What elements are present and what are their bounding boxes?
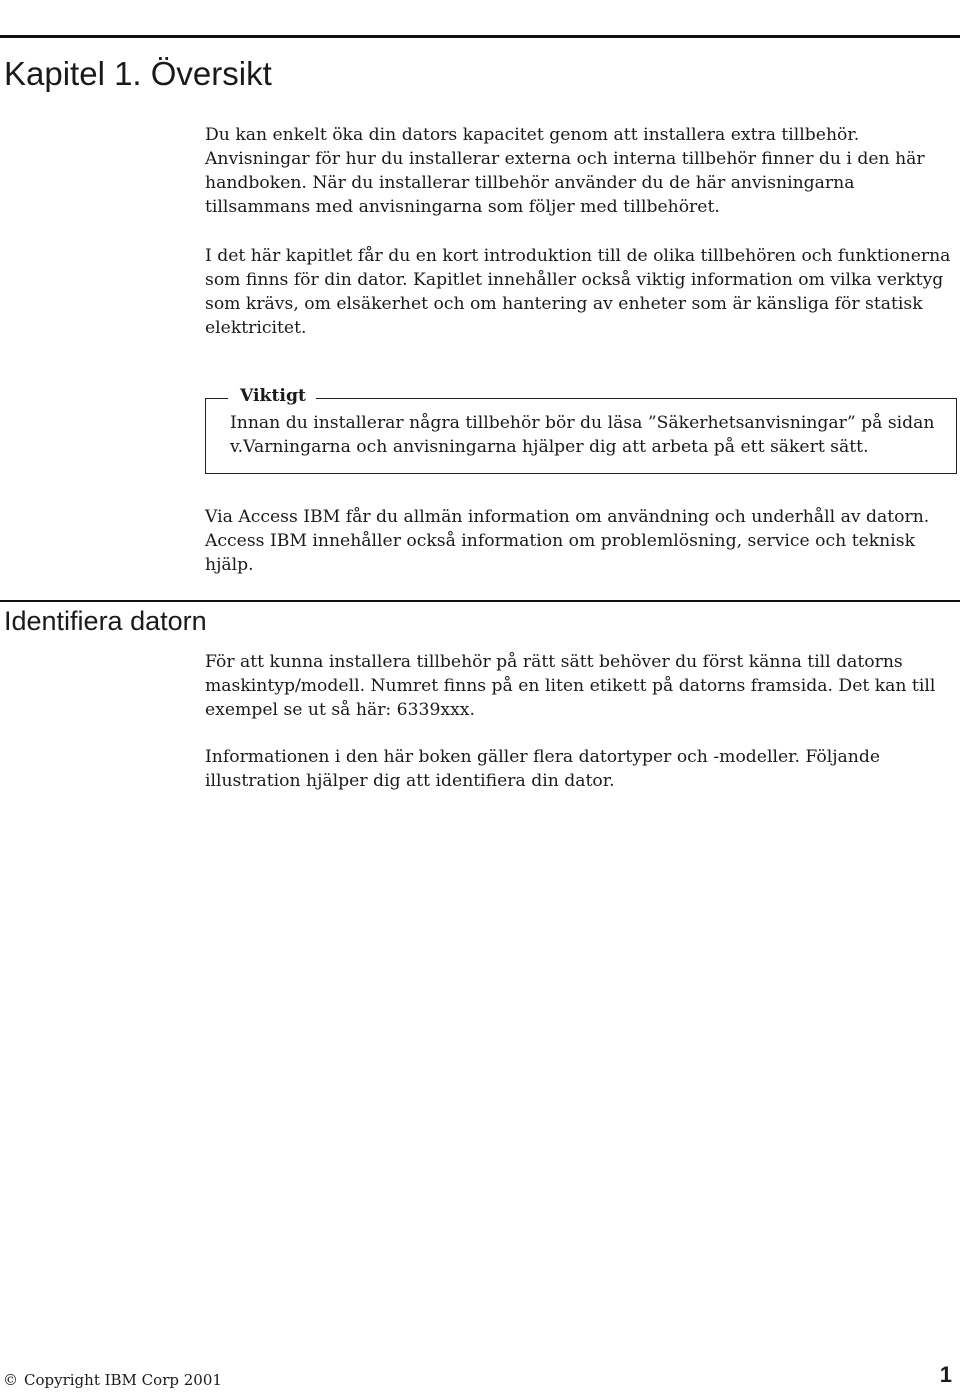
page-number: 1 <box>939 1362 952 1387</box>
chapter-top-rule <box>0 35 960 38</box>
copyright-text: Copyright IBM Corp 2001 <box>24 1371 222 1389</box>
notice-title: Viktigt <box>228 384 316 408</box>
important-notice-box <box>205 386 957 474</box>
section-title: Identifiera datorn <box>4 606 207 636</box>
footer-copyright <box>3 1368 222 1392</box>
chapter-title: Kapitel 1. Översikt <box>4 55 272 92</box>
identify-paragraph-1: För att kunna installera tillbehör på rätt sätt behöver du först känna till datorns maskintyp/modell. Numret finns på en liten etikett på datorns framsida. Det kan till exempel se ut så här: 6339xxx. <box>205 652 936 720</box>
access-ibm-paragraph: Via Access IBM får du allmän information om användning och underhåll av datorn. Access IBM innehåller också information om problemlösning, service och teknisk hjälp. <box>205 507 930 575</box>
copyright-icon: © <box>3 1371 18 1389</box>
intro-paragraph-1: Du kan enkelt öka din dators kapacitet genom att installera extra tillbehör. Anvisningar för hur du installerar externa och interna tillbehör finner du i den här handboken. När du installerar tillbehör använder du de här anvisningarna tillsammans med anvisningarna som följer med tillbehöret. <box>205 125 925 217</box>
intro-paragraph-2: I det här kapitlet får du en kort introduktion till de olika tillbehören och funktionerna som finns för din dator. Kapitlet innehåller också viktig information om vilka verktyg som krävs, om elsäkerhet och om hantering av enheter som är känsliga för statisk elektricitet. <box>205 246 951 338</box>
notice-text: Innan du installerar några tillbehör bör du läsa ”Säkerhetsanvisningar” på sidan v.Varningarna och anvisningarna hjälper dig att arbeta på ett säkert sätt. <box>230 413 935 457</box>
section-rule <box>0 600 960 602</box>
identify-paragraph-2: Informationen i den här boken gäller flera datortyper och -modeller. Följande illustration hjälper dig att identifiera din dator. <box>205 747 881 791</box>
